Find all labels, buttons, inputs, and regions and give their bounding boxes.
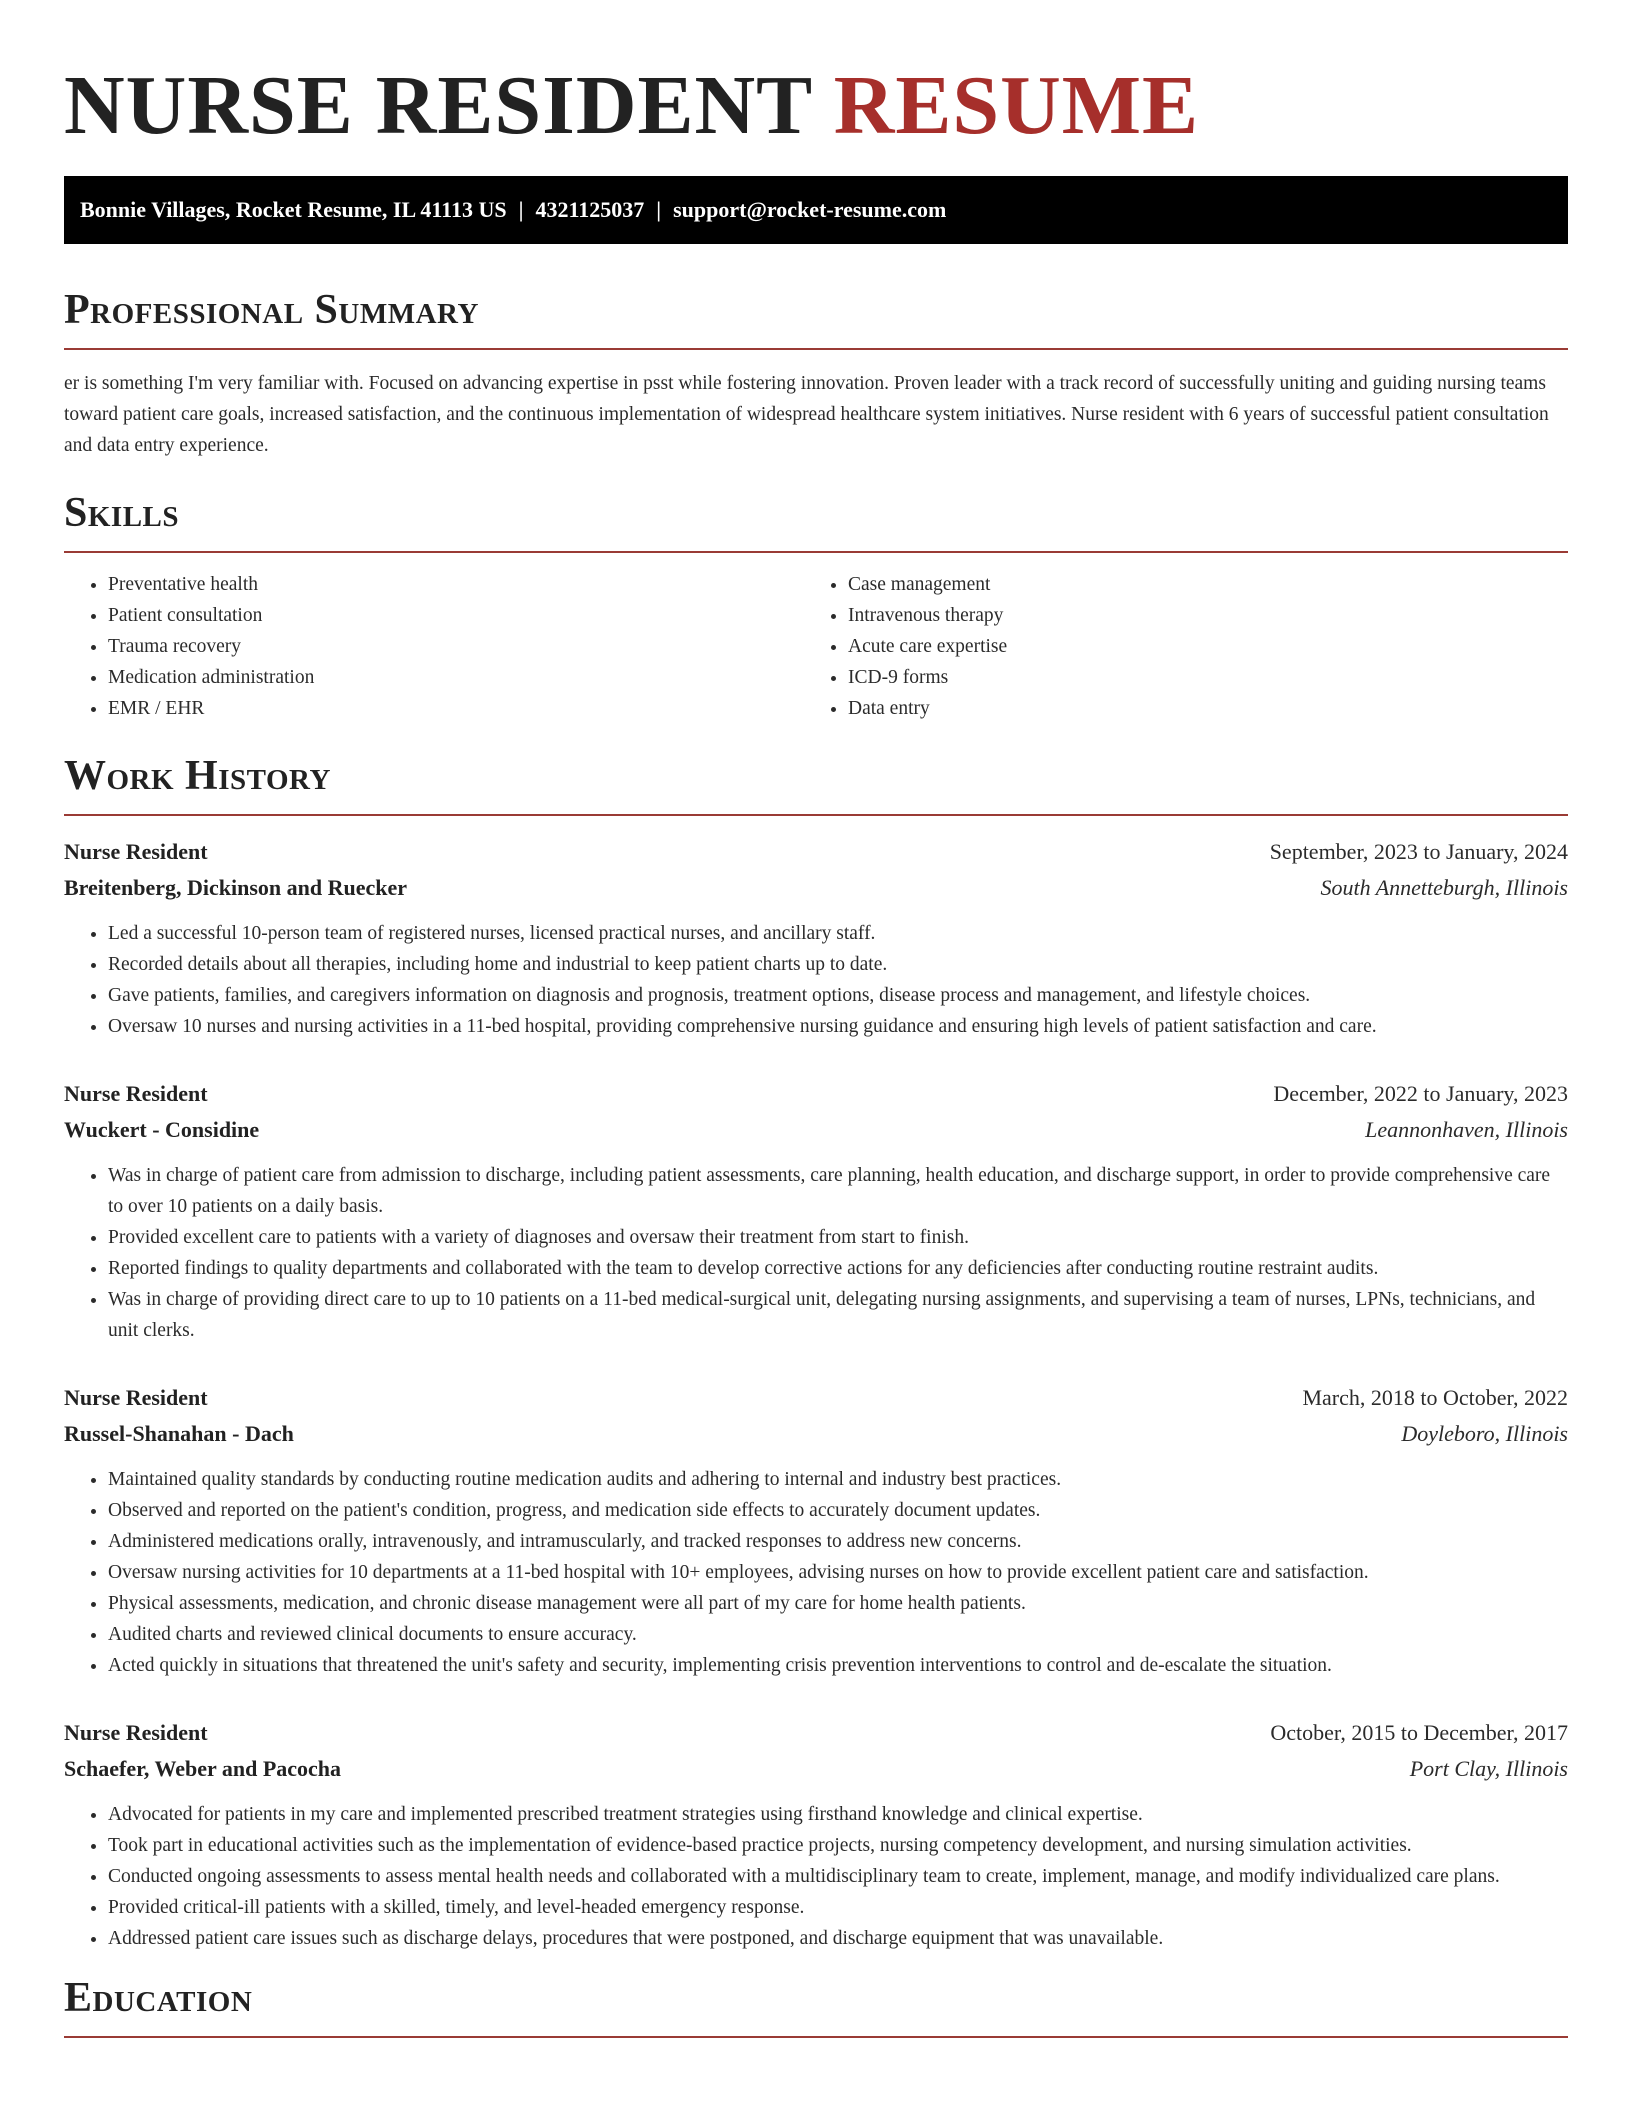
job-header-row xyxy=(64,1076,1568,1112)
education-heading: Education xyxy=(64,1975,253,2021)
skill-item: • Case management xyxy=(848,569,1544,600)
job-bullets xyxy=(64,1160,1568,1346)
job-bullets xyxy=(64,1464,1568,1681)
skills-section xyxy=(64,487,1568,724)
summary-heading: Professional Summary xyxy=(64,287,479,333)
title-accent: RESUME xyxy=(833,59,1200,152)
job-company: Wuckert - Considine xyxy=(64,1117,260,1142)
contact-phone: 4321125037 xyxy=(535,197,645,222)
job-entry xyxy=(64,1715,1568,1954)
skills-columns xyxy=(64,569,1568,724)
job-title: Nurse Resident xyxy=(64,1385,208,1410)
job-bullet: • Maintained quality standards by conducting routine medication audits and adhering to internal and industry best practices. xyxy=(108,1464,1568,1495)
contact-bar xyxy=(64,176,1568,244)
section-divider xyxy=(64,551,1568,553)
job-bullet: • Reported findings to quality departments and collaborated with the team to develop corrective actions for any deficiencies after conducting routine restraint audits. xyxy=(108,1253,1568,1284)
contact-separator: | xyxy=(656,197,662,222)
job-bullet: • Conducted ongoing assessments to assess mental health needs and collaborated with a multidisciplinary team to create, implement, manage, and modify individualized care plans. xyxy=(108,1861,1568,1892)
job-bullet: • Administered medications orally, intravenously, and intramuscularly, and tracked responses to address new concerns. xyxy=(108,1526,1568,1557)
job-entry xyxy=(64,834,1568,1042)
job-bullet: • Led a successful 10-person team of registered nurses, licensed practical nurses, and ancillary staff. xyxy=(108,918,1568,949)
work-history-heading: Work History xyxy=(64,753,331,799)
job-bullet: • Physical assessments, medication, and chronic disease management were all part of my care for home health patients. xyxy=(108,1588,1568,1619)
job-bullet: • Advocated for patients in my care and implemented prescribed treatment strategies using firsthand knowledge and clinical expertise. xyxy=(108,1799,1568,1830)
contact-address: Bonnie Villages, Rocket Resume, IL 41113 US xyxy=(80,197,507,222)
job-title: Nurse Resident xyxy=(64,1720,208,1745)
job-bullet: • Was in charge of providing direct care to up to 10 patients on a 11-bed medical-surgical unit, delegating nursing assignments, and supervising a team of nurses, LPNs, technicians, and unit clerks. xyxy=(108,1284,1568,1346)
contact-email[interactable]: support@rocket-resume.com xyxy=(673,197,947,222)
job-bullet: • Gave patients, families, and caregivers information on diagnosis and prognosis, treatment options, disease process and management, and lifestyle choices. xyxy=(108,980,1568,1011)
job-title: Nurse Resident xyxy=(64,839,208,864)
job-title: Nurse Resident xyxy=(64,1081,208,1106)
job-header-row xyxy=(64,1715,1568,1751)
job-company-row xyxy=(64,1416,1568,1452)
skill-item: • ICD-9 forms xyxy=(848,662,1544,693)
job-bullet: • Observed and reported on the patient's condition, progress, and medication side effects to accurately document updates. xyxy=(108,1495,1568,1526)
job-location: Doyleboro, Illinois xyxy=(1401,1421,1568,1446)
skill-item: • Data entry xyxy=(848,693,1544,724)
job-entry xyxy=(64,1076,1568,1346)
section-divider xyxy=(64,348,1568,350)
contact-separator: | xyxy=(518,197,524,222)
job-company-row xyxy=(64,870,1568,906)
job-bullet: • Oversaw nursing activities for 10 departments at a 11-bed hospital with 10+ employees, advising nurses on how to provide excellent patient care and satisfaction. xyxy=(108,1557,1568,1588)
job-dates: September, 2023 to January, 2024 xyxy=(1269,839,1568,864)
job-bullets xyxy=(64,1799,1568,1954)
job-header-row xyxy=(64,1380,1568,1416)
job-dates: March, 2018 to October, 2022 xyxy=(1302,1385,1568,1410)
section-divider xyxy=(64,2036,1568,2038)
skill-item: • Trauma recovery xyxy=(108,631,804,662)
job-dates: December, 2022 to January, 2023 xyxy=(1273,1081,1568,1106)
job-bullet: • Provided excellent care to patients with a variety of diagnoses and oversaw their treatment from start to finish. xyxy=(108,1222,1568,1253)
skill-item: • EMR / EHR xyxy=(108,693,804,724)
skill-item: • Acute care expertise xyxy=(848,631,1544,662)
skills-list-right xyxy=(804,569,1544,724)
job-bullet: • Was in charge of patient care from admission to discharge, including patient assessments, care planning, health education, and discharge support, in order to provide comprehensive care to over 10 patients on a daily basis. xyxy=(108,1160,1568,1222)
job-company: Breitenberg, Dickinson and Ruecker xyxy=(64,875,408,900)
job-company: Schaefer, Weber and Pacocha xyxy=(64,1756,342,1781)
job-header-row xyxy=(64,834,1568,870)
skills-heading: Skills xyxy=(64,490,180,536)
job-company-row xyxy=(64,1112,1568,1148)
job-entry xyxy=(64,1380,1568,1681)
skill-item: • Medication administration xyxy=(108,662,804,693)
skill-item: • Patient consultation xyxy=(108,600,804,631)
job-location: South Annetteburgh, Illinois xyxy=(1320,875,1568,900)
job-company-row xyxy=(64,1751,1568,1787)
job-bullet: • Audited charts and reviewed clinical documents to ensure accuracy. xyxy=(108,1619,1568,1650)
job-location: Port Clay, Illinois xyxy=(1409,1756,1568,1781)
skills-list-left xyxy=(64,569,804,724)
job-bullets xyxy=(64,918,1568,1042)
resume-title xyxy=(64,0,1568,156)
job-bullet: • Took part in educational activities such as the implementation of evidence-based practice projects, nursing competency development, and nursing simulation activities. xyxy=(108,1830,1568,1861)
summary-section xyxy=(64,284,1568,461)
job-bullet: • Acted quickly in situations that threatened the unit's safety and security, implementing crisis prevention interventions to control and de-escalate the situation. xyxy=(108,1650,1568,1681)
title-main: NURSE RESIDENT xyxy=(64,59,812,152)
job-bullet: • Addressed patient care issues such as discharge delays, procedures that were postponed, and discharge equipment that was unavailable. xyxy=(108,1923,1568,1954)
job-location: Leannonhaven, Illinois xyxy=(1365,1117,1568,1142)
summary-text: er is something I'm very familiar with. Focused on advancing expertise in psst while fostering innovation. Proven leader with a track record of successfully uniting and guiding nursing teams toward patient care goals, increased satisfaction, and the continuous implementation of widespread healthcare system initiatives. Nurse resident with 6 years of successful patient consultation and data entry experience. xyxy=(64,373,1549,456)
skill-item: • Preventative health xyxy=(108,569,804,600)
skill-item: • Intravenous therapy xyxy=(848,600,1544,631)
work-history-section xyxy=(64,750,1568,1954)
job-company: Russel-Shanahan - Dach xyxy=(64,1421,294,1446)
job-bullet: • Provided critical-ill patients with a skilled, timely, and level-headed emergency response. xyxy=(108,1892,1568,1923)
job-bullet: • Recorded details about all therapies, including home and industrial to keep patient charts up to date. xyxy=(108,949,1568,980)
section-divider xyxy=(64,814,1568,816)
education-section xyxy=(64,1972,1568,2038)
job-dates: October, 2015 to December, 2017 xyxy=(1270,1720,1568,1745)
job-bullet: • Oversaw 10 nurses and nursing activities in a 11-bed hospital, providing comprehensive nursing guidance and ensuring high levels of patient satisfaction and care. xyxy=(108,1011,1568,1042)
